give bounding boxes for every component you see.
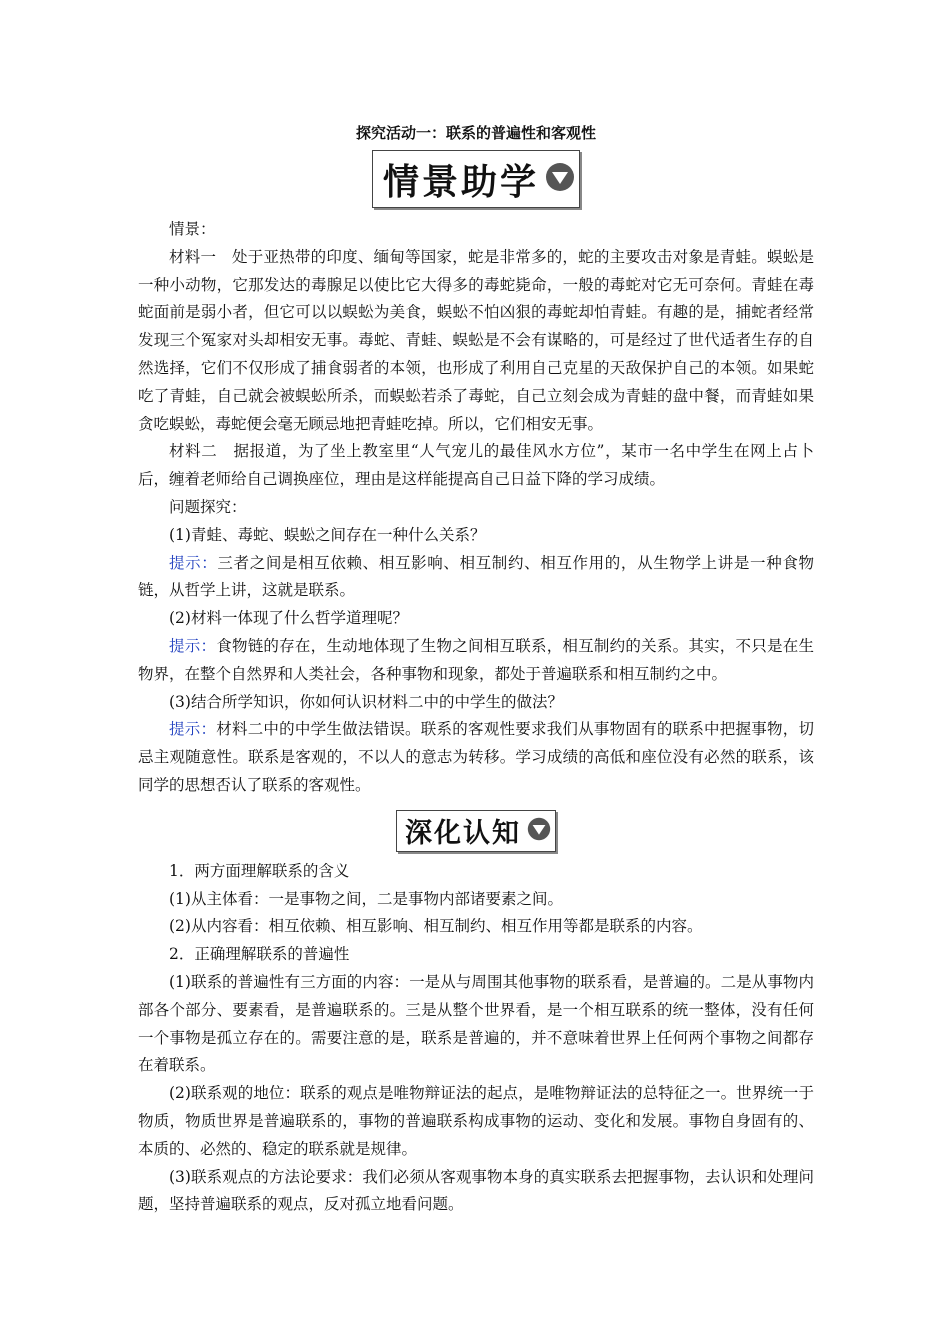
hint-label: 提示： [169,553,218,572]
triangle-down-icon [545,162,575,196]
scene-label: 情景： [169,220,216,238]
answer-1 [138,550,814,606]
section-2-point-3: (3)联系观点的方法论要求：我们必须从客观事物本身的真实联系去把握事物，去认识和处理问题，坚持普遍联系的观点，反对孤立地看问题。 [138,1167,814,1214]
section-1-point-2: (2)从内容看：相互依赖、相互影响、相互制约、相互作用等都是联系的内容。 [169,917,703,936]
hint-label: 提示： [169,636,217,655]
section-2-title: 2．正确理解联系的普遍性 [169,945,350,964]
question-2: (2)材料一体现了什么哲学道理呢？ [169,609,408,628]
material-one-text: 处于亚热带的印度、缅甸等国家，蛇是非常多的，蛇的主要攻击对象是青蛙。蜈蚣是一种小动物，它那发达的毒腺足以使比它大得多的毒蛇毙命，一般的毒蛇对它无可奈何。青蛙在毒蛇面前是弱小者，但它可以以蜈蚣为美食，蜈蚣不怕凶狠的毒蛇却怕青蛙。有趣的是，捕蛇者经常发现三个冤家对头却相安无事。毒蛇、青蛙、蜈蚣是不会有谋略的，可是经过了世代适者生存的自然选择，它们不仅形成了捕食弱者的本领，也形成了利用自己克星的天敌保护自己的本领。如果蛇吃了青蛙，自己就会被蜈蚣所杀，而蜈蚣若杀了毒蛇，自己立刻会成为青蛙的盘中餐，而青蛙如果贪吃蜈蚣，毒蛇便会毫无顾忌地把青蛙吃掉。所以，它们相安无事。 [138,247,814,433]
questions-label: 问题探究： [169,497,247,516]
banner-deepen-understanding [396,810,556,852]
triangle-down-icon [527,817,551,845]
material-one-label: 材料一 [169,247,217,266]
answer-3 [138,716,814,799]
answer-3-text: 材料二中的中学生做法错误。联系的客观性要求我们从事物固有的联系中把握事物，切忌主观随意性。联系是客观的，不以人的意志为转移。学习成绩的高低和座位没有必然的联系，该同学的思想否认了联系的客观性。 [138,720,814,794]
question-1: (1)青蛙、毒蛇、蜈蚣之间存在一种什么关系？ [169,525,486,544]
section-1-title: 1．两方面理解联系的含义 [169,861,350,880]
question-3: (3)结合所学知识，你如何认识材料二中的中学生的做法？ [169,692,563,711]
section-2-point-1: (1)联系的普遍性有三方面的内容：一是从与周围其他事物的联系看，是普遍的。二是从事物内部各个部分、要素看，是普遍联系的。三是从整个世界看，是一个相互联系的统一整体，没有任何一个事物是孤立存在的。需要注意的是，联系是普遍的，并不意味着世界上任何两个事物之间都存在着联系。 [138,972,814,1075]
answer-1-text: 三者之间是相互依赖、相互影响、相互制约、相互作用的，从生物学上讲是一种食物链，从哲学上讲，这就是联系。 [138,553,814,600]
document-content [138,120,814,1219]
banner-title: 深化认知 [405,818,521,850]
section-heading: 探究活动一：联系的普遍性和客观性 [355,124,596,142]
material-one [138,244,814,439]
material-two-text: 据报道，为了坐上教室里“人气宠儿的最佳风水方位”，某市一名中学生在网上占卜后，缠着老师给自己调换座位，理由是这样能提高自己日益下降的学习成绩。 [138,442,814,489]
hint-label: 提示： [169,720,217,739]
answer-2 [138,633,814,689]
banner-scene-study [372,150,580,208]
material-two [138,438,814,494]
section-1-point-1: (1)从主体看：一是事物之间，二是事物内部诸要素之间。 [169,889,563,908]
banner-title: 情景助学 [382,161,539,203]
section-2-point-2: (2)联系观的地位：联系的观点是唯物辩证法的起点，是唯物辩证法的总特征之一。世界统一于物质，物质世界是普遍联系的，事物的普遍联系构成事物的运动、变化和发展。事物自身固有的、本质的、必然的、稳定的联系就是规律。 [138,1084,814,1158]
answer-2-text: 食物链的存在，生动地体现了生物之间相互联系，相互制约的关系。其实，不只是在生物界，在整个自然界和人类社会，各种事物和现象，都处于普遍联系和相互制约之中。 [138,636,814,683]
material-two-label: 材料二 [169,442,218,461]
